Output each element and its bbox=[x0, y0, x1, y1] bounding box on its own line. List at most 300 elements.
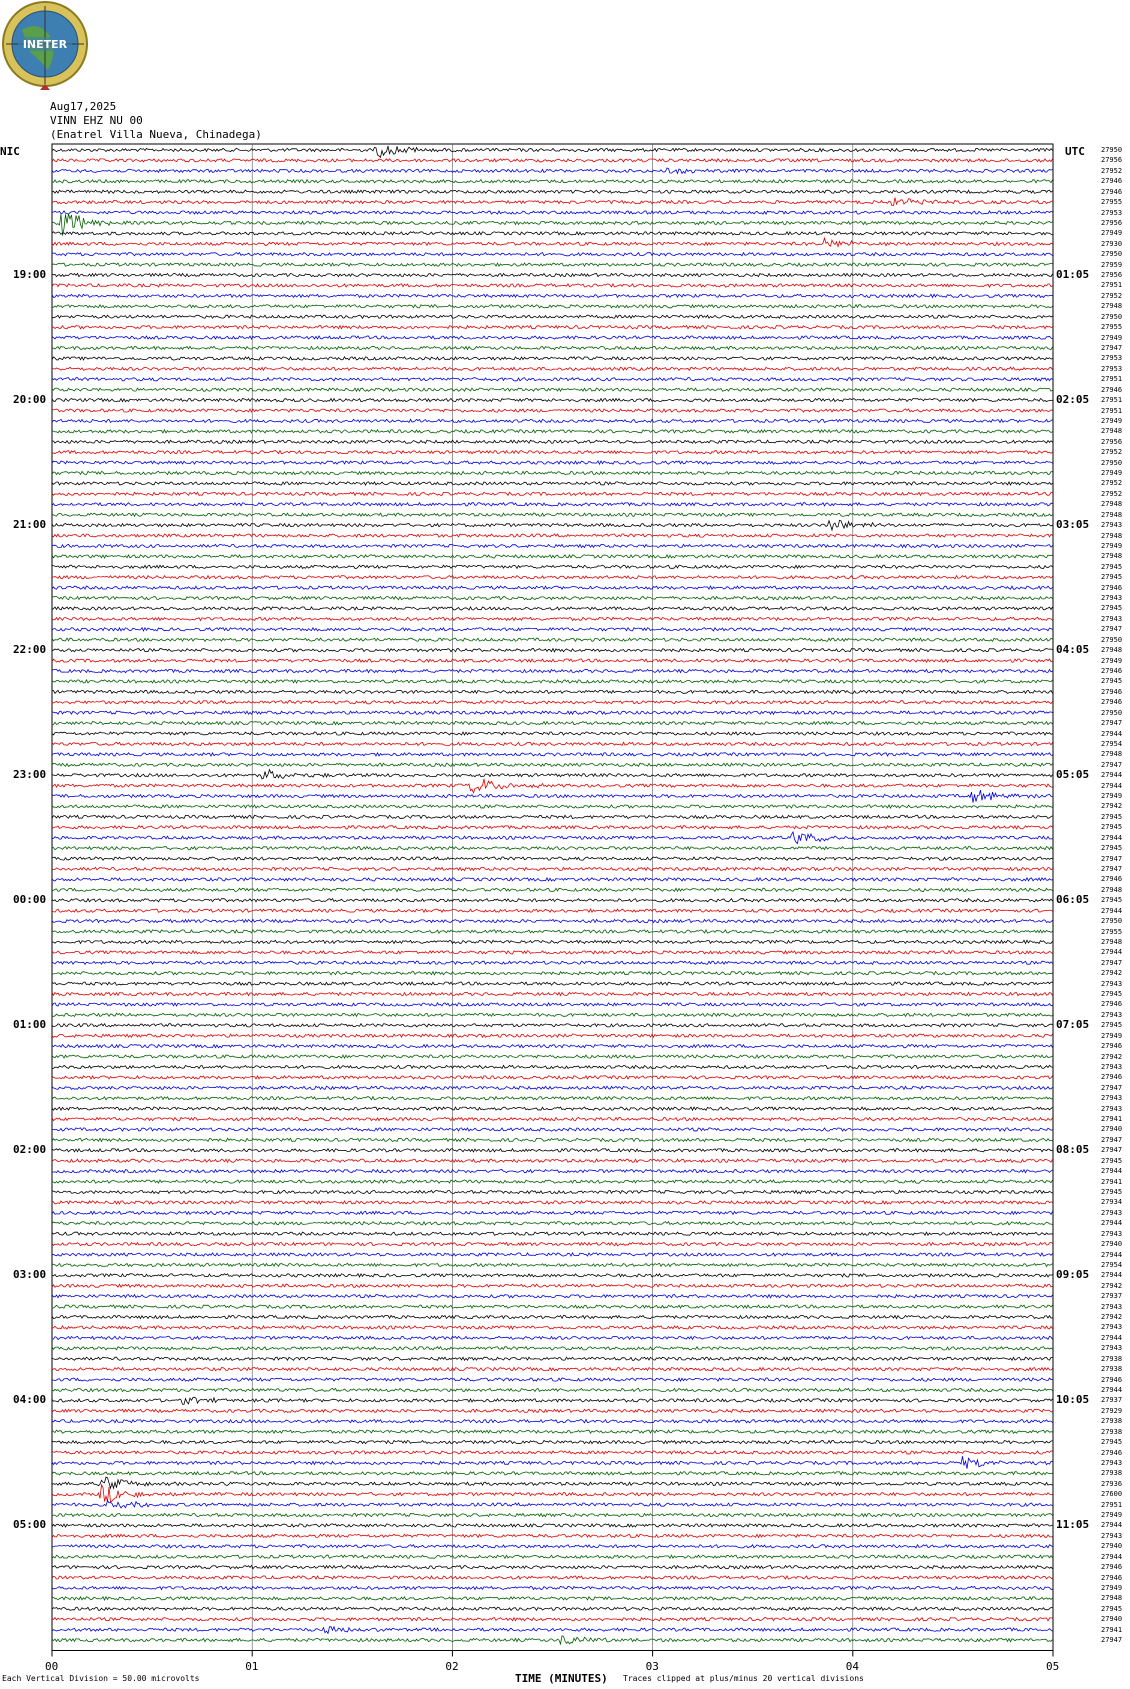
trace-count: 27944 bbox=[1101, 1250, 1123, 1259]
trace-count: 27947 bbox=[1101, 1636, 1123, 1645]
trace-58 bbox=[52, 753, 1053, 756]
trace-count: 27944 bbox=[1101, 948, 1123, 957]
trace-count: 27956 bbox=[1101, 271, 1123, 280]
trace-31 bbox=[52, 471, 1053, 474]
trace-143 bbox=[52, 1636, 1053, 1644]
plot-frame bbox=[52, 144, 1053, 1650]
trace-count: 27943 bbox=[1101, 1531, 1123, 1540]
trace-35 bbox=[52, 513, 1053, 516]
x-tick-label: 05 bbox=[1046, 1660, 1060, 1673]
trace-count: 27950 bbox=[1101, 917, 1123, 926]
trace-87 bbox=[52, 1055, 1053, 1058]
trace-count: 27944 bbox=[1101, 1271, 1123, 1280]
trace-105 bbox=[52, 1243, 1053, 1246]
trace-count: 27938 bbox=[1101, 1427, 1123, 1436]
trace-101 bbox=[52, 1201, 1053, 1204]
trace-70 bbox=[52, 878, 1053, 881]
trace-26 bbox=[52, 419, 1053, 422]
trace-14 bbox=[52, 294, 1053, 297]
trace-47 bbox=[52, 638, 1053, 641]
trace-39 bbox=[52, 555, 1053, 558]
trace-count: 27954 bbox=[1101, 739, 1123, 748]
trace-count: 27938 bbox=[1101, 1469, 1123, 1478]
trace-132 bbox=[52, 1524, 1053, 1527]
trace-117 bbox=[52, 1368, 1053, 1371]
trace-count: 27950 bbox=[1101, 458, 1123, 467]
trace-count: 27950 bbox=[1101, 635, 1123, 644]
trace-count: 27946 bbox=[1101, 1073, 1123, 1082]
trace-56 bbox=[52, 732, 1053, 735]
trace-count: 27949 bbox=[1101, 469, 1123, 478]
trace-count: 27944 bbox=[1101, 906, 1123, 915]
trace-123 bbox=[52, 1430, 1053, 1433]
trace-count: 27949 bbox=[1101, 1511, 1123, 1520]
trace-count: 27953 bbox=[1101, 208, 1123, 217]
trace-count: 27948 bbox=[1101, 646, 1123, 655]
trace-57 bbox=[52, 742, 1053, 745]
trace-77 bbox=[52, 951, 1053, 954]
trace-count: 27953 bbox=[1101, 364, 1123, 373]
trace-50 bbox=[52, 669, 1053, 672]
trace-80 bbox=[52, 982, 1053, 985]
trace-count: 27946 bbox=[1101, 1563, 1123, 1572]
trace-42 bbox=[52, 586, 1053, 589]
trace-count: 27948 bbox=[1101, 885, 1123, 894]
trace-89 bbox=[52, 1076, 1053, 1079]
trace-count: 27948 bbox=[1101, 552, 1123, 561]
trace-count: 27956 bbox=[1101, 437, 1123, 446]
trace-count: 27938 bbox=[1101, 1354, 1123, 1363]
trace-82 bbox=[52, 1003, 1053, 1006]
trace-count: 27945 bbox=[1101, 604, 1123, 613]
trace-count: 27946 bbox=[1101, 177, 1123, 186]
left-hour-label: 01:00 bbox=[13, 1018, 47, 1032]
trace-92 bbox=[52, 1107, 1053, 1110]
trace-33 bbox=[52, 492, 1053, 495]
trace-count: 27942 bbox=[1101, 969, 1123, 978]
left-hour-label: 20:00 bbox=[13, 393, 47, 407]
trace-count: 27943 bbox=[1101, 1208, 1123, 1217]
trace-27 bbox=[52, 430, 1053, 433]
trace-32 bbox=[52, 482, 1053, 485]
trace-count: 27951 bbox=[1101, 375, 1123, 384]
trace-111 bbox=[52, 1305, 1053, 1308]
trace-46 bbox=[52, 628, 1053, 631]
trace-count: 27937 bbox=[1101, 1396, 1123, 1405]
trace-67 bbox=[52, 847, 1053, 850]
trace-62 bbox=[52, 790, 1053, 803]
trace-68 bbox=[52, 857, 1053, 860]
left-hour-label: 00:00 bbox=[13, 893, 47, 907]
trace-count: 27936 bbox=[1101, 1479, 1123, 1488]
trace-140 bbox=[52, 1607, 1053, 1610]
trace-count: 27952 bbox=[1101, 448, 1123, 457]
trace-count: 27940 bbox=[1101, 1240, 1123, 1249]
trace-count: 27943 bbox=[1101, 979, 1123, 988]
trace-83 bbox=[52, 1013, 1053, 1016]
trace-count: 27938 bbox=[1101, 1417, 1123, 1426]
trace-16 bbox=[52, 315, 1053, 318]
trace-75 bbox=[52, 930, 1053, 933]
trace-count: 27944 bbox=[1101, 1385, 1123, 1394]
trace-count: 27949 bbox=[1101, 1583, 1123, 1592]
trace-120 bbox=[52, 1397, 1053, 1404]
right-hour-label: 06:05 bbox=[1056, 893, 1090, 907]
trace-count: 27942 bbox=[1101, 802, 1123, 811]
trace-count: 27950 bbox=[1101, 312, 1123, 321]
left-timezone-label: NIC bbox=[0, 145, 20, 158]
trace-count: 27947 bbox=[1101, 760, 1123, 769]
trace-count: 27947 bbox=[1101, 854, 1123, 863]
trace-109 bbox=[52, 1284, 1053, 1287]
trace-107 bbox=[52, 1263, 1053, 1266]
trace-100 bbox=[52, 1190, 1053, 1193]
trace-128 bbox=[52, 1477, 1053, 1488]
trace-count: 27952 bbox=[1101, 479, 1123, 488]
trace-count: 27952 bbox=[1101, 489, 1123, 498]
trace-count: 27943 bbox=[1101, 521, 1123, 530]
trace-66 bbox=[52, 832, 1053, 844]
trace-count: 27951 bbox=[1101, 396, 1123, 405]
trace-73 bbox=[52, 909, 1053, 912]
trace-count: 27943 bbox=[1101, 1010, 1123, 1019]
trace-118 bbox=[52, 1378, 1053, 1381]
x-tick-label: 02 bbox=[445, 1660, 459, 1673]
trace-13 bbox=[52, 284, 1053, 287]
trace-count: 27941 bbox=[1101, 1625, 1123, 1634]
trace-count: 27954 bbox=[1101, 1260, 1123, 1269]
trace-count: 27943 bbox=[1101, 594, 1123, 603]
trace-134 bbox=[52, 1545, 1053, 1548]
trace-count: 27944 bbox=[1101, 1167, 1123, 1176]
trace-54 bbox=[52, 711, 1053, 714]
trace-65 bbox=[52, 826, 1053, 829]
trace-110 bbox=[52, 1295, 1053, 1298]
trace-count: 27943 bbox=[1101, 1302, 1123, 1311]
left-hour-label: 02:00 bbox=[13, 1143, 47, 1157]
trace-125 bbox=[52, 1451, 1053, 1454]
trace-count: 27943 bbox=[1101, 1062, 1123, 1071]
trace-121 bbox=[52, 1409, 1053, 1412]
trace-count: 27938 bbox=[1101, 1365, 1123, 1374]
trace-5 bbox=[52, 198, 1053, 206]
trace-count: 27948 bbox=[1101, 510, 1123, 519]
trace-6 bbox=[52, 211, 1053, 214]
trace-10 bbox=[52, 253, 1053, 256]
trace-60 bbox=[52, 770, 1053, 779]
right-hour-label: 08:05 bbox=[1056, 1143, 1090, 1157]
trace-count: 27946 bbox=[1101, 875, 1123, 884]
trace-count: 27947 bbox=[1101, 719, 1123, 728]
trace-count: 27944 bbox=[1101, 1333, 1123, 1342]
trace-count: 27949 bbox=[1101, 541, 1123, 550]
trace-19 bbox=[52, 346, 1053, 349]
left-hour-label: 22:00 bbox=[13, 643, 47, 657]
station-label: VINN EHZ NU 00 bbox=[50, 114, 143, 127]
right-hour-label: 09:05 bbox=[1056, 1268, 1090, 1282]
trace-count: 27943 bbox=[1101, 1094, 1123, 1103]
trace-74 bbox=[52, 920, 1053, 923]
trace-count: 27950 bbox=[1101, 146, 1123, 154]
trace-20 bbox=[52, 357, 1053, 360]
trace-count: 27947 bbox=[1101, 343, 1123, 352]
trace-45 bbox=[52, 617, 1053, 620]
trace-count: 27946 bbox=[1101, 187, 1123, 196]
trace-count: 27943 bbox=[1101, 1104, 1123, 1113]
trace-count: 27949 bbox=[1101, 416, 1123, 425]
trace-count: 27955 bbox=[1101, 198, 1123, 207]
trace-count: 27945 bbox=[1101, 562, 1123, 571]
trace-count: 27945 bbox=[1101, 573, 1123, 582]
trace-count: 27956 bbox=[1101, 218, 1123, 227]
trace-63 bbox=[52, 805, 1053, 808]
trace-122 bbox=[52, 1420, 1053, 1423]
trace-count: 27934 bbox=[1101, 1198, 1123, 1207]
trace-114 bbox=[52, 1336, 1053, 1339]
trace-count: 27949 bbox=[1101, 792, 1123, 801]
trace-22 bbox=[52, 378, 1053, 381]
trace-count: 27942 bbox=[1101, 1281, 1123, 1290]
trace-count: 27949 bbox=[1101, 656, 1123, 665]
trace-count: 27945 bbox=[1101, 1188, 1123, 1196]
trace-112 bbox=[52, 1315, 1053, 1318]
trace-count: 27947 bbox=[1101, 1135, 1123, 1144]
trace-count: 27945 bbox=[1101, 896, 1123, 905]
trace-count: 27944 bbox=[1101, 781, 1123, 790]
trace-86 bbox=[52, 1045, 1053, 1048]
x-axis-label: TIME (MINUTES) bbox=[515, 1672, 608, 1685]
trace-count: 27946 bbox=[1101, 698, 1123, 707]
trace-49 bbox=[52, 659, 1053, 662]
trace-count: 27948 bbox=[1101, 937, 1123, 946]
left-hour-label: 03:00 bbox=[13, 1268, 47, 1282]
trace-48 bbox=[52, 649, 1053, 652]
trace-129 bbox=[52, 1485, 1053, 1502]
trace-93 bbox=[52, 1118, 1053, 1121]
trace-126 bbox=[52, 1456, 1053, 1469]
trace-9 bbox=[52, 238, 1053, 246]
trace-count: 27941 bbox=[1101, 1115, 1123, 1124]
trace-count: 27946 bbox=[1101, 1042, 1123, 1051]
trace-count: 27948 bbox=[1101, 531, 1123, 540]
trace-count: 27952 bbox=[1101, 291, 1123, 300]
trace-count: 27949 bbox=[1101, 1031, 1123, 1040]
trace-116 bbox=[52, 1357, 1053, 1360]
trace-17 bbox=[52, 326, 1053, 329]
trace-count: 27943 bbox=[1101, 1323, 1123, 1332]
trace-41 bbox=[52, 576, 1053, 579]
trace-count: 27951 bbox=[1101, 406, 1123, 415]
trace-count: 27946 bbox=[1101, 1573, 1123, 1582]
trace-90 bbox=[52, 1086, 1053, 1089]
trace-count: 27940 bbox=[1101, 1542, 1123, 1551]
trace-count: 27946 bbox=[1101, 1000, 1123, 1009]
location-label: (Enatrel Villa Nueva, Chinadega) bbox=[50, 128, 262, 141]
trace-79 bbox=[52, 972, 1053, 975]
scale-note: Each Vertical Division = 50.00 microvolts bbox=[2, 1674, 200, 1683]
trace-count: 27929 bbox=[1101, 1406, 1123, 1415]
left-hour-label: 19:00 bbox=[13, 268, 47, 282]
trace-104 bbox=[52, 1232, 1053, 1235]
trace-count: 27946 bbox=[1101, 385, 1123, 394]
trace-count: 27951 bbox=[1101, 281, 1123, 290]
trace-52 bbox=[52, 690, 1053, 693]
trace-103 bbox=[52, 1222, 1053, 1225]
trace-138 bbox=[52, 1586, 1053, 1589]
trace-count: 27941 bbox=[1101, 1177, 1123, 1186]
trace-count: 27945 bbox=[1101, 1438, 1123, 1447]
trace-count: 27944 bbox=[1101, 771, 1123, 780]
date-label: Aug17,2025 bbox=[50, 100, 117, 113]
trace-11 bbox=[52, 263, 1053, 266]
trace-61 bbox=[52, 779, 1053, 793]
trace-4 bbox=[52, 190, 1053, 193]
right-hour-label: 04:05 bbox=[1056, 643, 1090, 657]
right-hour-label: 03:05 bbox=[1056, 518, 1090, 532]
trace-18 bbox=[52, 336, 1053, 339]
x-tick-label: 04 bbox=[845, 1660, 860, 1673]
trace-30 bbox=[52, 461, 1053, 464]
trace-23 bbox=[52, 388, 1053, 391]
trace-135 bbox=[52, 1555, 1053, 1558]
trace-count: 27943 bbox=[1101, 1458, 1123, 1467]
trace-count: 27949 bbox=[1101, 333, 1123, 342]
trace-59 bbox=[52, 763, 1053, 766]
trace-count: 27944 bbox=[1101, 833, 1123, 842]
trace-count: 27944 bbox=[1101, 1521, 1123, 1530]
trace-count: 27940 bbox=[1101, 1125, 1123, 1134]
trace-1 bbox=[52, 159, 1053, 162]
trace-count: 27955 bbox=[1101, 323, 1123, 332]
trace-108 bbox=[52, 1274, 1053, 1277]
trace-count: 27943 bbox=[1101, 1229, 1123, 1238]
trace-count: 27955 bbox=[1101, 927, 1123, 936]
trace-count: 27946 bbox=[1101, 583, 1123, 592]
right-hour-label: 05:05 bbox=[1056, 768, 1090, 782]
trace-count: 27947 bbox=[1101, 864, 1123, 873]
trace-119 bbox=[52, 1388, 1053, 1391]
trace-count: 27944 bbox=[1101, 1552, 1123, 1561]
trace-count: 27945 bbox=[1101, 1021, 1123, 1030]
trace-count: 27946 bbox=[1101, 687, 1123, 696]
x-tick-label: 01 bbox=[245, 1660, 259, 1673]
trace-0 bbox=[52, 146, 1053, 157]
right-hour-label: 02:05 bbox=[1056, 393, 1090, 407]
right-timezone-label: UTC bbox=[1065, 145, 1085, 158]
trace-76 bbox=[52, 940, 1053, 943]
trace-88 bbox=[52, 1065, 1053, 1068]
trace-count: 27940 bbox=[1101, 1615, 1123, 1624]
trace-count: 27947 bbox=[1101, 958, 1123, 967]
trace-count: 27950 bbox=[1101, 250, 1123, 259]
trace-count: 27937 bbox=[1101, 1292, 1123, 1301]
trace-count: 27948 bbox=[1101, 302, 1123, 311]
trace-count: 27945 bbox=[1101, 1604, 1123, 1613]
right-hour-label: 07:05 bbox=[1056, 1018, 1090, 1032]
trace-55 bbox=[52, 722, 1053, 725]
trace-137 bbox=[52, 1576, 1053, 1579]
x-tick-label: 00 bbox=[45, 1660, 59, 1673]
trace-25 bbox=[52, 409, 1053, 412]
trace-106 bbox=[52, 1253, 1053, 1256]
trace-53 bbox=[52, 701, 1053, 704]
trace-38 bbox=[52, 544, 1053, 547]
trace-count: 27953 bbox=[1101, 354, 1123, 363]
trace-count: 27949 bbox=[1101, 229, 1123, 238]
clip-note: Traces clipped at plus/minus 20 vertical divisions bbox=[623, 1674, 864, 1683]
trace-24 bbox=[52, 399, 1053, 402]
trace-count: 27944 bbox=[1101, 729, 1123, 738]
trace-64 bbox=[52, 815, 1053, 818]
trace-85 bbox=[52, 1034, 1053, 1037]
trace-72 bbox=[52, 899, 1053, 902]
trace-count: 27943 bbox=[1101, 614, 1123, 623]
trace-12 bbox=[52, 273, 1053, 276]
trace-count: 27930 bbox=[1101, 239, 1123, 248]
trace-29 bbox=[52, 451, 1053, 454]
trace-2 bbox=[52, 168, 1053, 173]
trace-count: 27946 bbox=[1101, 1448, 1123, 1457]
trace-51 bbox=[52, 680, 1053, 683]
right-hour-label: 10:05 bbox=[1056, 1393, 1090, 1407]
left-hour-label: 04:00 bbox=[13, 1393, 47, 1407]
trace-count: 27959 bbox=[1101, 260, 1123, 269]
trace-141 bbox=[52, 1618, 1053, 1621]
trace-15 bbox=[52, 305, 1053, 308]
trace-count: 27947 bbox=[1101, 1146, 1123, 1155]
trace-131 bbox=[52, 1513, 1053, 1516]
trace-28 bbox=[52, 440, 1053, 443]
trace-115 bbox=[52, 1347, 1053, 1350]
trace-142 bbox=[52, 1627, 1053, 1634]
trace-count: 27948 bbox=[1101, 500, 1123, 509]
trace-count: 27956 bbox=[1101, 156, 1123, 165]
trace-44 bbox=[52, 607, 1053, 610]
trace-113 bbox=[52, 1326, 1053, 1329]
trace-124 bbox=[52, 1441, 1053, 1444]
trace-count: 27945 bbox=[1101, 677, 1123, 686]
trace-count: 27945 bbox=[1101, 1156, 1123, 1165]
trace-count: 27945 bbox=[1101, 844, 1123, 853]
trace-97 bbox=[52, 1159, 1053, 1162]
trace-99 bbox=[52, 1180, 1053, 1183]
trace-96 bbox=[52, 1149, 1053, 1152]
trace-count: 27948 bbox=[1101, 1594, 1123, 1603]
trace-count: 27945 bbox=[1101, 823, 1123, 832]
logo-text: INETER bbox=[22, 38, 68, 51]
trace-count: 27943 bbox=[1101, 1344, 1123, 1353]
trace-94 bbox=[52, 1128, 1053, 1131]
trace-127 bbox=[52, 1472, 1053, 1475]
trace-133 bbox=[52, 1534, 1053, 1537]
trace-count: 27947 bbox=[1101, 1083, 1123, 1092]
trace-count: 27946 bbox=[1101, 667, 1123, 675]
trace-count: 27942 bbox=[1101, 1052, 1123, 1061]
trace-95 bbox=[52, 1138, 1053, 1141]
trace-71 bbox=[52, 888, 1053, 891]
trace-43 bbox=[52, 597, 1053, 600]
trace-count: 27947 bbox=[1101, 625, 1123, 634]
trace-102 bbox=[52, 1211, 1053, 1214]
trace-count: 27951 bbox=[1101, 1500, 1123, 1509]
trace-count: 27942 bbox=[1101, 1313, 1123, 1322]
x-tick-label: 03 bbox=[645, 1660, 659, 1673]
left-hour-label: 05:00 bbox=[13, 1518, 47, 1532]
trace-3 bbox=[52, 180, 1053, 183]
left-hour-label: 23:00 bbox=[13, 768, 47, 782]
trace-count: 27945 bbox=[1101, 990, 1123, 999]
trace-136 bbox=[52, 1566, 1053, 1569]
